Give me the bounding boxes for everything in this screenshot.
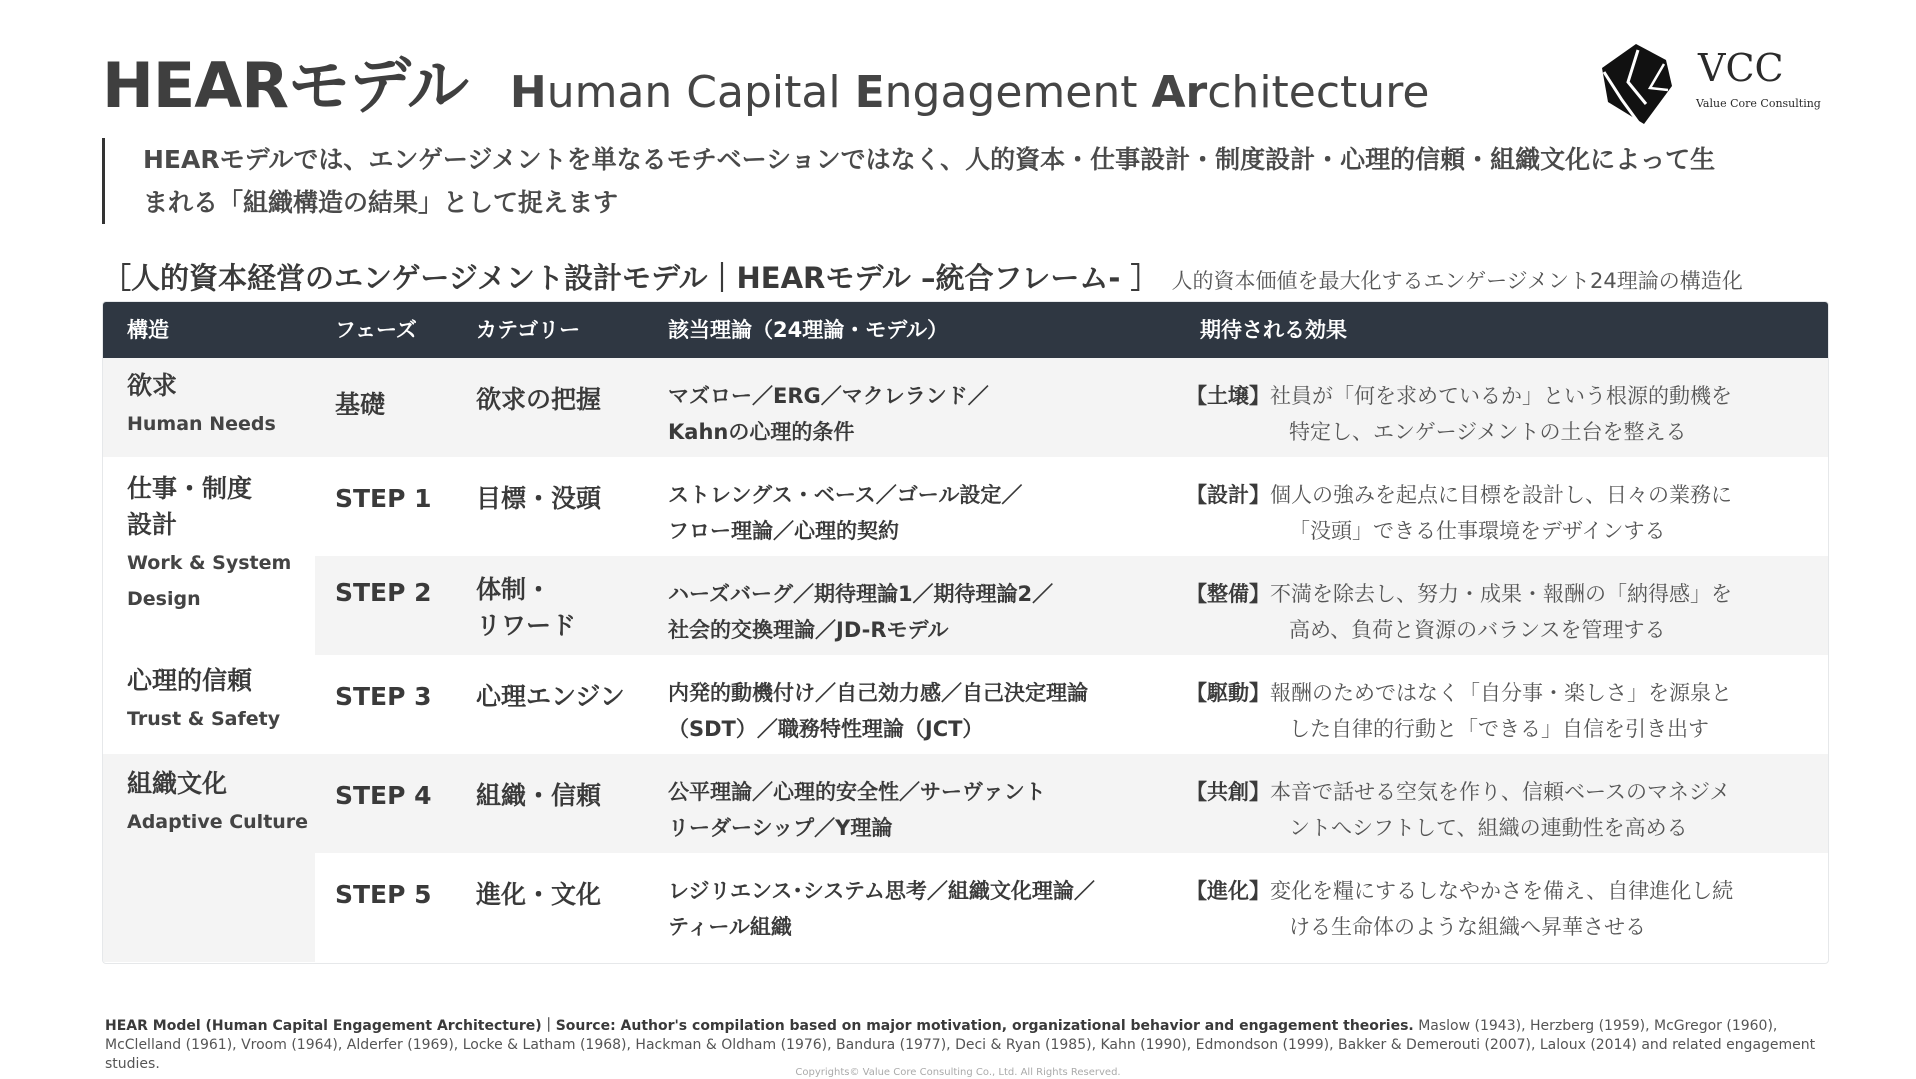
theory-cell (668, 873, 1095, 945)
phase-label: 基礎 (335, 390, 386, 419)
theory-line: 公平理論／心理的安全性／サーヴァント (668, 780, 1046, 804)
structure-en: Human Needs (127, 413, 276, 435)
company-logo (1598, 42, 1828, 128)
footnote-text: Maslow (1943), Herzberg (1959), McGregor (1960), McClelland (1961), Vroom (1964), Alderfer (1969), Locke & Latham (1968), Hackman & Oldham (1976), Bandura (1977), Deci & Ryan (1985), Kahn (1990), Edmondson (1999), Bakker & Demerouti (2007), Laloux (2014) and related engagement studies. (105, 1018, 1816, 1072)
effect-line: ントへシフトして、組織の連動性を高める (1289, 816, 1688, 840)
theory-line: 社会的交換理論／JD-Rモデル (668, 618, 949, 642)
title-sub-part: Ar (1151, 67, 1208, 118)
effect-line: 社員が「何を求めているか」という根源的動機を (1270, 384, 1732, 408)
title-sub-part: ngagement (884, 67, 1152, 118)
source-footnote (105, 1017, 1835, 1074)
header-structure: 構造 (127, 318, 169, 342)
category-line: 欲求の把握 (476, 385, 602, 414)
table-header (103, 302, 1828, 358)
category-line: 体制・ (476, 575, 552, 604)
effect-line: 本音で話せる空気を作り、信頼ベースのマネジメ (1270, 780, 1731, 804)
structure-en: Trust & Safety (127, 708, 281, 730)
effect-cell (1186, 873, 1806, 945)
header-theory: 該当理論（24理論・モデル） (668, 318, 949, 342)
effect-line: ける生命体のような組織へ昇華させる (1289, 915, 1646, 939)
phase-label: STEP 2 (335, 578, 432, 607)
table-row (103, 655, 1828, 754)
category-cell (476, 679, 625, 715)
section-heading: ［人的資本経営のエンゲージメント設計モデル｜HEARモデル –統合フレーム- ］ (102, 261, 1160, 295)
structure-ja: 欲求 (127, 371, 178, 400)
logo-caption: Value Core Consulting (1696, 97, 1821, 110)
effect-line: 特定し、エンゲージメントの土台を整える (1289, 420, 1687, 444)
structure-ja: 設計 (127, 510, 178, 539)
diamond-mark-icon (1598, 42, 1678, 126)
effect-line: 変化を糧にするしなやかさを備え、自律進化し続 (1270, 879, 1734, 903)
theory-cell (668, 675, 1088, 747)
structure-ja: 心理的信頼 (127, 666, 253, 695)
theory-line: リーダーシップ／Y理論 (668, 816, 893, 840)
theory-cell (668, 774, 1046, 846)
effect-line: した自律的行動と「できる」自信を引き出す (1289, 717, 1709, 741)
structure-en: Work & System (127, 552, 292, 574)
effect-tag: 【土壌】 (1186, 384, 1270, 408)
category-cell (476, 572, 576, 644)
category-cell (476, 877, 601, 913)
theory-line: レジリエンス･システム思考／組織文化理論／ (668, 879, 1095, 903)
table-row (103, 853, 1828, 952)
effect-tag: 【整備】 (1186, 582, 1270, 606)
theory-cell (668, 378, 989, 450)
category-line: 目標・没頭 (476, 484, 602, 513)
category-line: 進化・文化 (476, 880, 602, 909)
structure-cell (103, 358, 315, 457)
header-phase: フェーズ (335, 318, 417, 342)
structure-en: Adaptive Culture (127, 811, 309, 833)
table-row (103, 556, 1828, 655)
structure-cell (103, 754, 315, 962)
effect-line: 「没頭」できる仕事環境をデザインする (1289, 519, 1666, 543)
phase-label: STEP 1 (335, 484, 432, 513)
hear-model-table (102, 301, 1829, 964)
table-row (103, 358, 1828, 457)
theory-cell (668, 576, 1053, 648)
theory-line: フロー理論／心理的契約 (668, 519, 899, 543)
effect-tag: 【進化】 (1186, 879, 1270, 903)
section-subheading: 人的資本価値を最大化するエンゲージメント24理論の構造化 (1171, 269, 1743, 293)
effect-line: 報酬のためではなく「自分事・楽しさ」を源泉と (1270, 681, 1732, 705)
theory-line: ハーズバーグ／期待理論1／期待理論2／ (668, 582, 1054, 606)
lead-statement (102, 138, 1883, 224)
category-line: 組織・信頼 (476, 781, 602, 810)
theory-line: 内発的動機付け／自己効力感／自己決定理論 (668, 681, 1088, 705)
lead-line: まれる「組織構造の結果」として捉えます (143, 188, 619, 217)
theory-cell (668, 477, 1022, 549)
effect-line: 高め、負荷と資源のバランスを管理する (1289, 618, 1666, 642)
table-row (103, 754, 1828, 853)
theory-line: ティール組織 (668, 915, 792, 939)
title-subtitle (510, 67, 1430, 118)
theory-line: ストレングス・ベース／ゴール設定／ (668, 483, 1023, 507)
title-sub-part: E (854, 67, 885, 118)
copyright: Copyrights© Value Core Consulting Co., Ltd. All Rights Reserved. (795, 1067, 1121, 1078)
theory-line: （SDT）／職務特性理論（JCT） (668, 717, 984, 741)
effect-tag: 【駆動】 (1186, 681, 1270, 705)
section-header (102, 256, 1743, 297)
effect-tag: 【設計】 (1186, 483, 1270, 507)
title-sub-part: chitecture (1207, 67, 1430, 118)
category-cell (476, 382, 601, 418)
theory-line: Kahnの心理的条件 (668, 420, 855, 444)
category-line: 心理エンジン (476, 682, 625, 711)
title-main: HEARモデル (102, 49, 468, 122)
structure-cell (103, 457, 315, 655)
logo-wordmark: VCC (1698, 46, 1784, 90)
page-title (102, 36, 1429, 126)
category-cell (476, 778, 601, 814)
phase-label: STEP 3 (335, 682, 432, 711)
structure-ja: 仕事・制度 (127, 474, 253, 503)
effect-cell (1186, 675, 1806, 747)
header-category: カテゴリー (476, 318, 581, 342)
phase-label: STEP 4 (335, 781, 432, 810)
phase-label: STEP 5 (335, 880, 432, 909)
header-effect: 期待される効果 (1200, 318, 1347, 342)
structure-ja: 組織文化 (127, 769, 228, 798)
structure-cell (103, 655, 315, 754)
table-row (103, 457, 1828, 556)
effect-cell (1186, 774, 1806, 846)
category-line: リワード (476, 611, 577, 640)
effect-cell (1186, 477, 1806, 549)
effect-cell (1186, 378, 1806, 450)
footnote-bold: HEAR Model (Human Capital Engagement Architecture)｜Source: Author's compilation based on major motivation, organizational behavior and engagement theories. (105, 1018, 1414, 1034)
effect-cell (1186, 576, 1806, 648)
category-cell (476, 481, 601, 517)
effect-line: 不満を除去し、努力・成果・報酬の「納得感」を (1270, 582, 1732, 606)
theory-line: マズロー／ERG／マクレランド／ (668, 384, 989, 408)
title-sub-part: H (509, 67, 547, 118)
title-sub-part: uman Capital (546, 67, 855, 118)
structure-en: Design (127, 588, 201, 610)
effect-line: 個人の強みを起点に目標を設計し、日々の業務に (1270, 483, 1732, 507)
effect-tag: 【共創】 (1186, 780, 1270, 804)
lead-line: HEARモデルでは、エンゲージメントを単なるモチベーションではなく、人的資本・仕事設計・制度設計・心理的信頼・組織文化によって生 (143, 145, 1716, 174)
